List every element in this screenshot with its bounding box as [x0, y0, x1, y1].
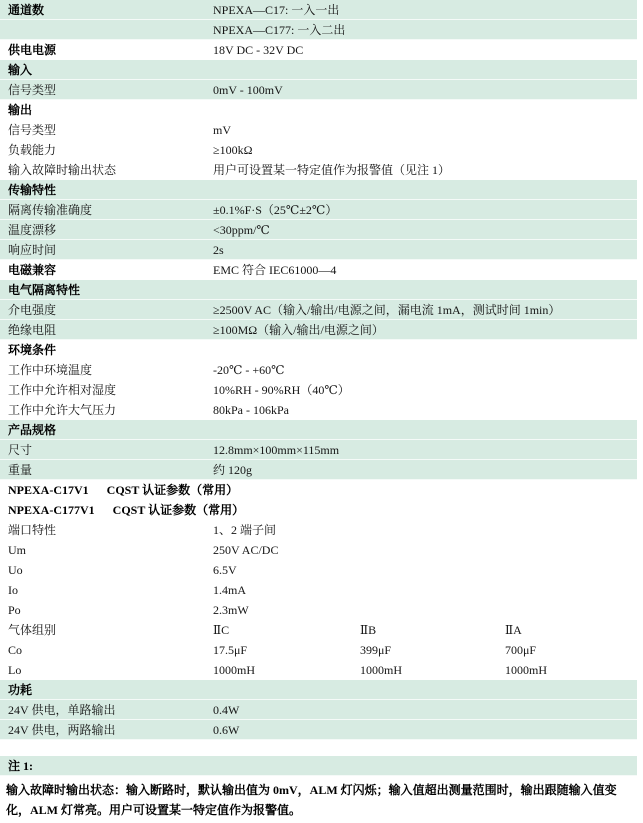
table-row [0, 440, 637, 460]
row-value: ≥100kΩ [213, 143, 253, 157]
row-value: ≥100MΩ（输入/输出/电源之间） [213, 323, 384, 337]
row-value: 1000mH [213, 663, 255, 677]
row-label: 负载能力 [8, 143, 57, 157]
row-value: 6.5V [213, 563, 237, 577]
row-value: NPEXA—C17: 一入一出 [213, 3, 340, 17]
row-value: 1、2 端子间 [213, 523, 277, 537]
table-row [0, 560, 637, 580]
row-label: 工作中允许相对湿度 [8, 383, 117, 397]
row-value: 700μF [505, 643, 537, 657]
row-label: 响应时间 [8, 243, 57, 257]
section-label: 环境条件 [8, 343, 57, 357]
row-label: Po [8, 603, 21, 617]
model-name: NPEXA-C17V1 [8, 483, 89, 497]
table-row [0, 720, 637, 740]
row-value: 10%RH - 90%RH（40℃） [213, 383, 350, 397]
row-label: 尺寸 [8, 443, 33, 457]
table-row [0, 360, 637, 380]
row-value: 0.4W [213, 703, 240, 717]
row-value: 1000mH [505, 663, 547, 677]
row-value: mV [213, 123, 231, 137]
section-header-row [0, 100, 637, 120]
table-row [0, 700, 637, 720]
model-cert-title: CQST 认证参数（常用） [106, 483, 239, 497]
section-header-row [0, 420, 637, 440]
row-label: 端口特性 [8, 523, 57, 537]
row-label: 输入故障时输出状态 [8, 163, 117, 177]
table-row [0, 320, 637, 340]
section-header-row [0, 680, 637, 700]
row-value: 0mV - 100mV [213, 83, 283, 97]
row-value: NPEXA—C177: 一入二出 [213, 23, 346, 37]
table-row [0, 80, 637, 100]
table-row [0, 260, 637, 280]
table-gap [0, 740, 637, 756]
section-header-row [0, 280, 637, 300]
row-label: Io [8, 583, 18, 597]
row-label: 通道数 [8, 3, 45, 17]
row-label: Um [8, 543, 26, 557]
section-label: 注 1: [8, 759, 33, 773]
row-label: 信号类型 [8, 123, 57, 137]
section-header-row [0, 340, 637, 360]
table-row [0, 240, 637, 260]
row-value: 1.4mA [213, 583, 246, 597]
row-label: 电磁兼容 [8, 263, 57, 277]
section-header-row [0, 180, 637, 200]
table-row [0, 40, 637, 60]
table-row [0, 620, 637, 640]
table-row [0, 20, 637, 40]
row-value: 399μF [360, 643, 392, 657]
row-label: 介电强度 [8, 303, 57, 317]
table-row [0, 0, 637, 20]
table-row [0, 600, 637, 620]
row-value: ⅡB [360, 623, 377, 637]
table-row [0, 580, 637, 600]
row-value: 250V AC/DC [213, 543, 279, 557]
row-value: ⅡC [213, 623, 230, 637]
table-row [0, 660, 637, 680]
row-label: 24V 供电，单路输出 [8, 703, 116, 717]
row-value: 12.8mm×100mm×115mm [213, 443, 340, 457]
row-label: 重量 [8, 463, 33, 477]
row-value: 18V DC - 32V DC [213, 43, 304, 57]
row-value: 80kPa - 106kPa [213, 403, 289, 417]
row-value: 用户可设置某一特定值作为报警值（见注 1） [213, 163, 451, 177]
row-label: 信号类型 [8, 83, 57, 97]
row-value: ≥2500V AC（输入/输出/电源之间，漏电流 1mA，测试时间 1min） [213, 303, 561, 317]
table-row [0, 460, 637, 480]
table-row [0, 160, 637, 180]
row-label: 24V 供电，两路输出 [8, 723, 116, 737]
section-label: 电气隔离特性 [8, 283, 81, 297]
table-row [0, 220, 637, 240]
row-value: EMC 符合 IEC61000—4 [213, 263, 337, 277]
model-cert-title: CQST 认证参数（常用） [112, 503, 245, 517]
table-row [0, 520, 637, 540]
table-row [0, 540, 637, 560]
row-label: 供电电源 [8, 43, 57, 57]
section-label: 输出 [8, 103, 33, 117]
note-header-row [0, 756, 637, 776]
table-row [0, 400, 637, 420]
row-value: <30ppm/℃ [213, 223, 270, 237]
table-row [0, 120, 637, 140]
row-label: Co [8, 643, 23, 657]
table-row [0, 380, 637, 400]
section-label: 产品规格 [8, 423, 57, 437]
row-value: ⅡA [505, 623, 522, 637]
section-label: 输入 [8, 63, 33, 77]
row-value: 0.6W [213, 723, 240, 737]
row-value: 2.3mW [213, 603, 249, 617]
row-label: 工作中允许大气压力 [8, 403, 117, 417]
row-value: -20℃ - +60℃ [213, 363, 285, 377]
section-header-row [0, 60, 637, 80]
row-label: 温度漂移 [8, 223, 57, 237]
model-name: NPEXA-C177V1 [8, 503, 95, 517]
section-label: 传输特性 [8, 183, 57, 197]
section-label: 功耗 [8, 683, 33, 697]
row-value: 2s [213, 243, 224, 257]
model-title-row [0, 480, 637, 500]
table-row [0, 640, 637, 660]
row-label: Uo [8, 563, 23, 577]
row-label: 气体组别 [8, 623, 57, 637]
table-row [0, 200, 637, 220]
row-value: 17.5μF [213, 643, 248, 657]
row-label: 隔离传输准确度 [8, 203, 93, 217]
row-label: 工作中环境温度 [8, 363, 93, 377]
row-value: 约 120g [213, 463, 253, 477]
row-value: 1000mH [360, 663, 402, 677]
row-value: ±0.1%F·S（25℃±2℃） [213, 203, 338, 217]
row-label: 绝缘电阻 [8, 323, 57, 337]
table-row [0, 300, 637, 320]
model-title-row [0, 500, 637, 520]
note-text: 输入故障时输出状态：输入断路时，默认输出值为 0mV，ALM 灯闪烁；输入值超出测量范围时，输出跟随输入值变化，ALM 灯常亮。用户可设置某一特定值作为报警值。 [6, 783, 617, 817]
row-label: Lo [8, 663, 22, 677]
table-row [0, 140, 637, 160]
